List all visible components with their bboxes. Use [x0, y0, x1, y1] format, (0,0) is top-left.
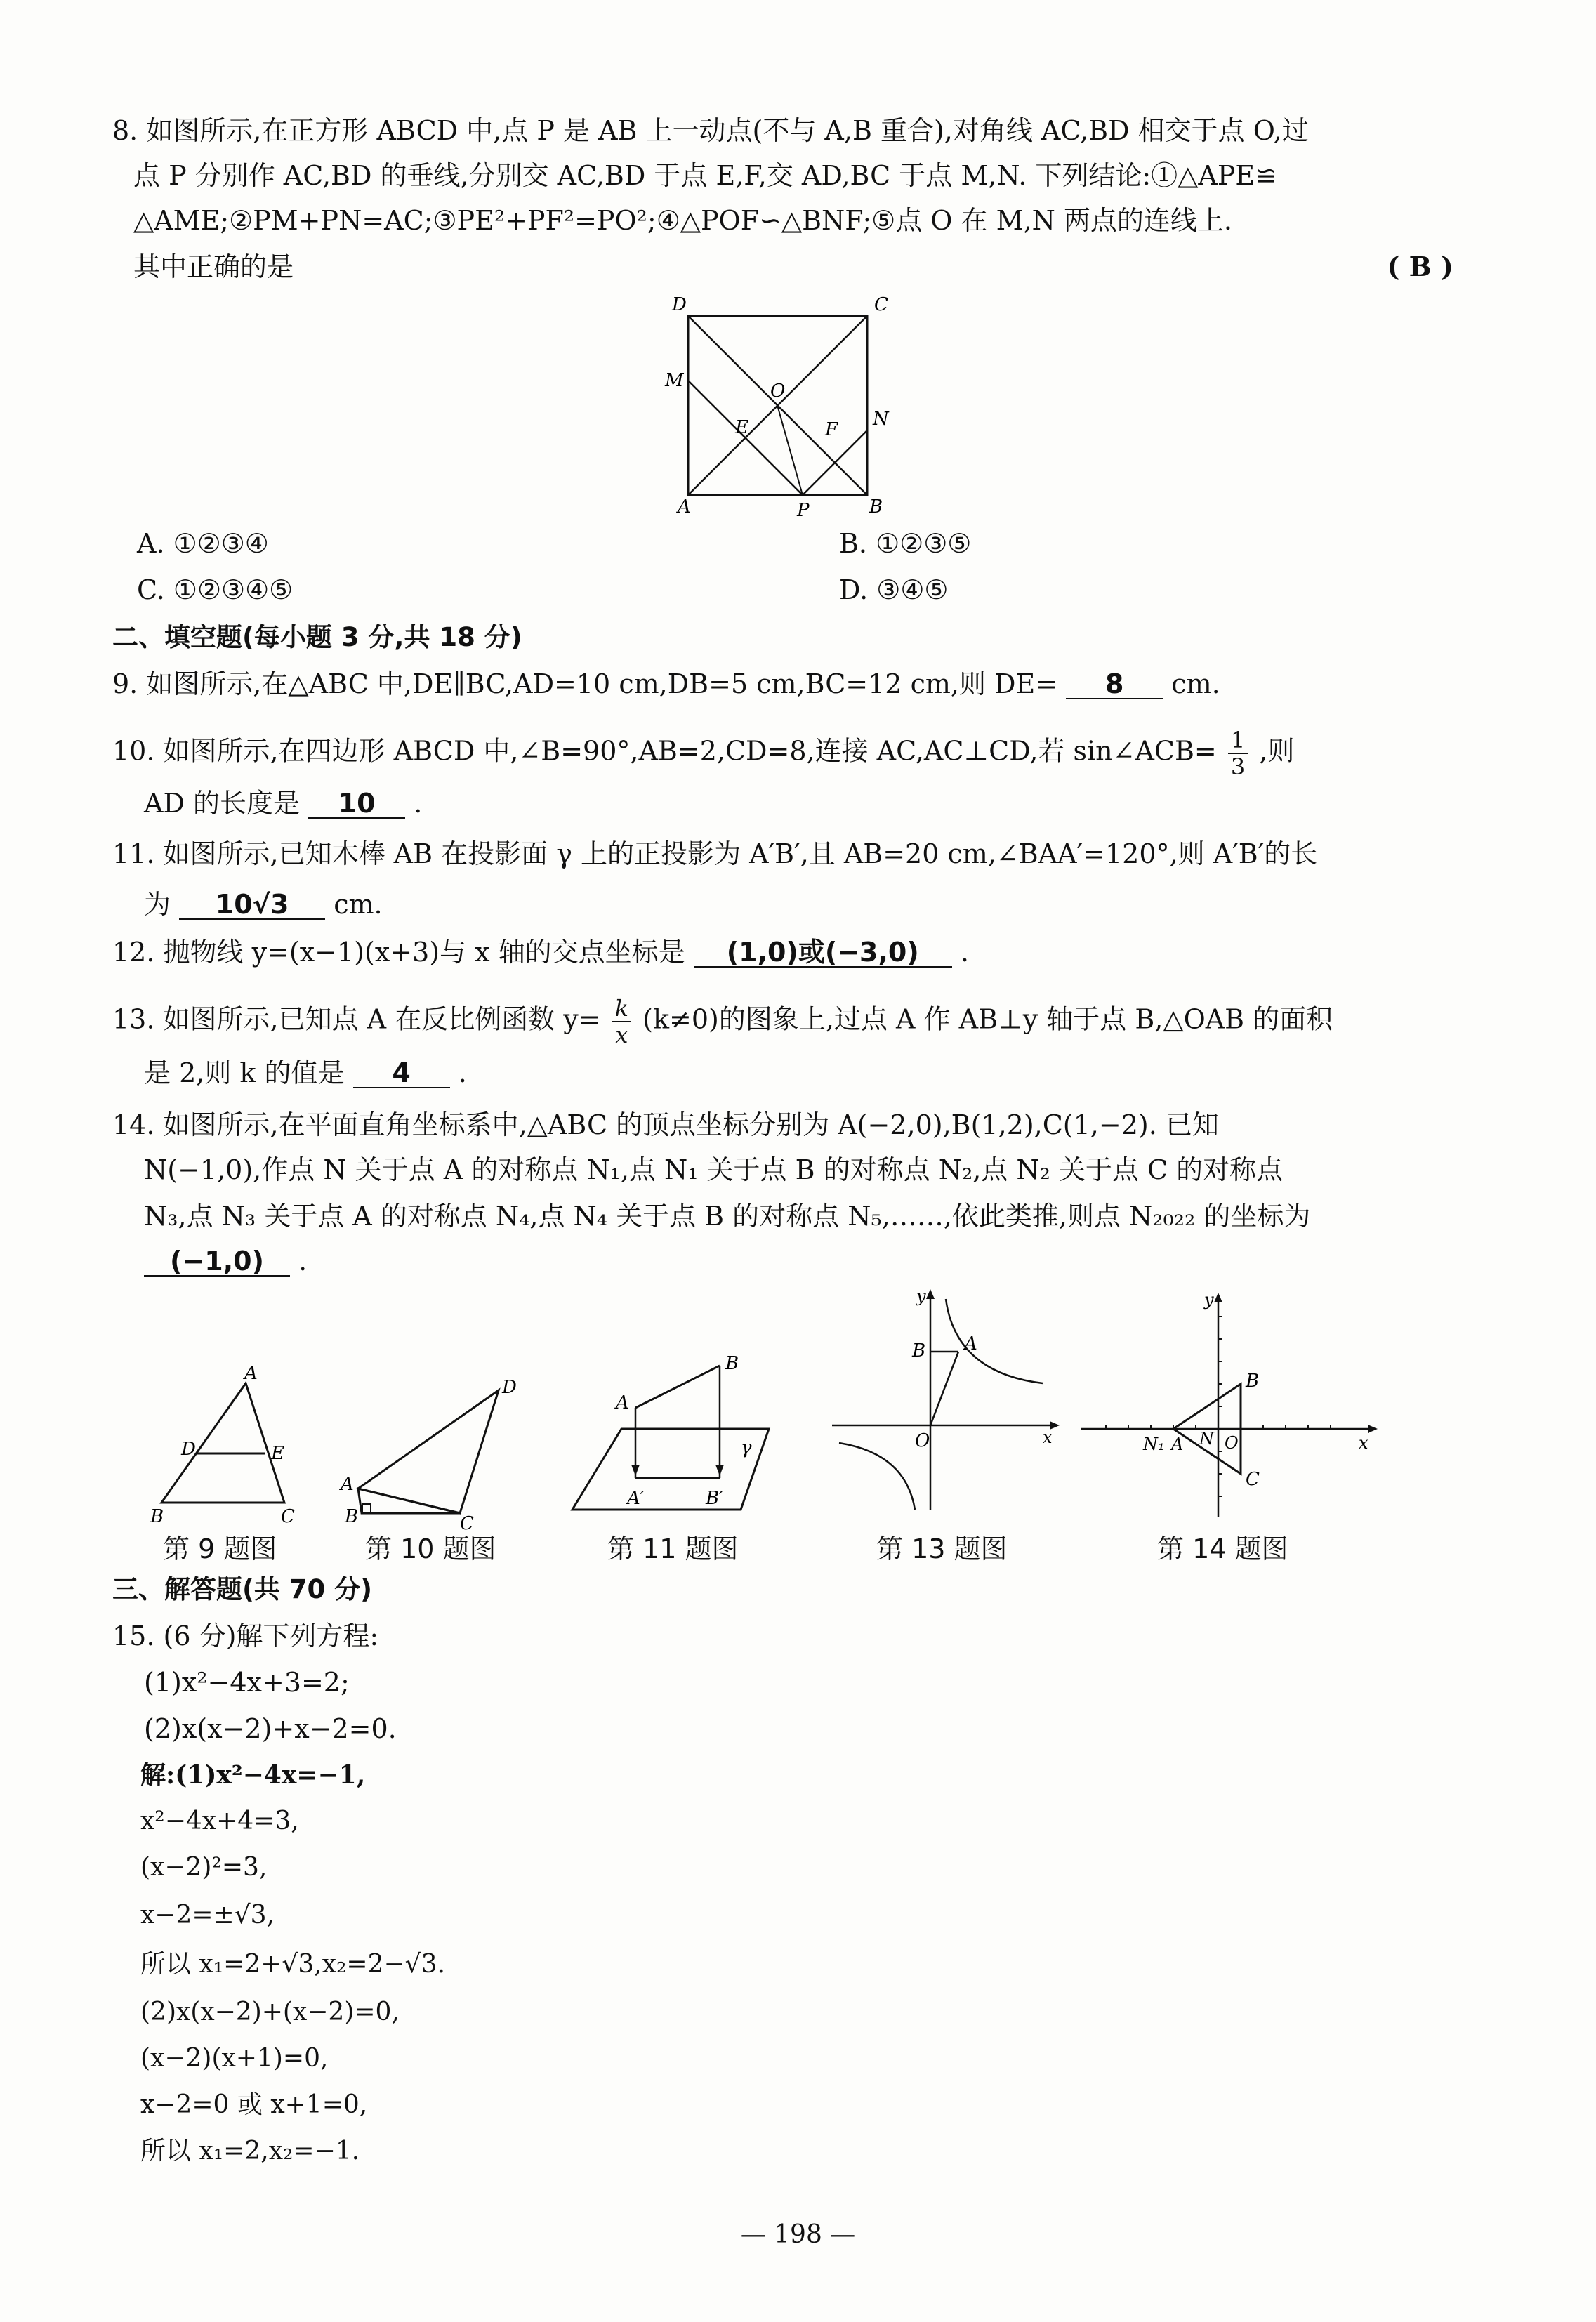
- q15-head: 15. (6 分)解下列方程:: [112, 1621, 379, 1651]
- fig14-label-x: x: [1359, 1433, 1369, 1453]
- q15-solution-line-7: (x−2)(x+1)=0,: [140, 2044, 329, 2073]
- q15-solution-line-9: 所以 x₁=2,x₂=−1.: [140, 2137, 360, 2165]
- q8-option-c: C. ①②③④⑤: [137, 574, 294, 605]
- q8-label-e: E: [735, 417, 748, 438]
- q8-label-m: M: [665, 370, 684, 391]
- caption-fig-13: 第 13 题图: [876, 1533, 1008, 1564]
- q13-suffix: .: [458, 1057, 467, 1088]
- q15-solution-line-5: 所以 x₁=2+√3,x₂=2−√3.: [140, 1950, 445, 1979]
- fig11-label-b-prime: B′: [706, 1488, 724, 1509]
- q15-solution-line-1: 解:(1)x²−4x=−1,: [140, 1760, 366, 1790]
- q14-suffix: .: [298, 1246, 308, 1277]
- fig13-y-arrow: [926, 1289, 935, 1299]
- fig10-triangle-acd: [358, 1390, 499, 1513]
- q15-eq-2: (2)x(x−2)+x−2=0.: [144, 1713, 397, 1744]
- fig13-label-b: B: [912, 1340, 926, 1361]
- q10-text-end: ,则: [1259, 735, 1295, 767]
- q8-figure: [657, 295, 895, 520]
- q8-label-o: O: [770, 381, 786, 402]
- q13-answer: 4: [353, 1059, 450, 1088]
- q8-line-3: △AME;②PM+PN=AC;③PE²+PF²=PO²;④△POF∽△BNF;⑤点 O 在 M,N 两点的连线上.: [133, 205, 1232, 236]
- caption-fig-10: 第 10 题图: [365, 1533, 496, 1564]
- q8-answer-bracket: ( B ): [1387, 251, 1453, 282]
- q13-line-1: [112, 996, 1432, 1048]
- q13-prompt: 是 2,则 k 的值是: [144, 1057, 345, 1088]
- q8-option-b: B. ①②③⑤: [839, 528, 972, 559]
- q13-frac-num: k: [612, 996, 631, 1022]
- figure-14: [1081, 1288, 1376, 1520]
- fig10-label-d: D: [502, 1377, 517, 1398]
- q11-answer: 10√3: [179, 890, 325, 920]
- fig14-label-y: y: [1204, 1290, 1214, 1310]
- q10-frac-num: 1: [1228, 727, 1248, 754]
- q15-solution-line-8: x−2=0 或 x+1=0,: [140, 2090, 368, 2119]
- fig14-y-arrow: [1214, 1293, 1222, 1302]
- fig10-label-a: A: [341, 1474, 354, 1495]
- fig11-label-b: B: [725, 1353, 739, 1374]
- caption-fig-11: 第 11 题图: [607, 1533, 739, 1564]
- fig11-plane: [572, 1429, 769, 1510]
- fig14-label-n1: N₁: [1143, 1434, 1165, 1454]
- caption-fig-9: 第 9 题图: [163, 1533, 277, 1564]
- q13-fraction: [612, 996, 631, 1048]
- q8-line-1: 8. 如图所示,在正方形 ABCD 中,点 P 是 AB 上一动点(不与 A,B 重合),对角线 AC,BD 相交于点 O,过: [112, 115, 1309, 146]
- fig14-label-n: N: [1199, 1429, 1214, 1449]
- q13-frac-den: x: [615, 1022, 628, 1048]
- fig9-triangle: [161, 1383, 284, 1503]
- q14-line-3: N₃,点 N₃ 关于点 A 的对称点 N₄,点 N₄ 关于点 B 的对称点 N₅,……,依此类推,则点 N₂₀₂₂ 的坐标为: [144, 1201, 1311, 1232]
- figure-10: [341, 1376, 523, 1534]
- q13-text-a: 13. 如图所示,已知点 A 在反比例函数 y=: [112, 1003, 601, 1035]
- q10-prompt: AD 的长度是: [144, 788, 300, 819]
- q11-prompt: 为: [144, 889, 171, 920]
- q9: [112, 667, 1432, 701]
- q8-label-b: B: [869, 496, 883, 517]
- fig14-label-c: C: [1246, 1469, 1260, 1490]
- fig14-label-o: O: [1225, 1433, 1239, 1453]
- q10-answer: 10: [308, 789, 405, 819]
- q11-line-2: [144, 888, 1464, 921]
- q8-line-4: [133, 250, 1453, 284]
- fig14-label-b: B: [1246, 1371, 1260, 1392]
- fig13-label-a: A: [964, 1333, 977, 1354]
- q10-text: 10. 如图所示,在四边形 ABCD 中,∠B=90°,AB=2,CD=8,连接 AC,AC⊥CD,若 sin∠ACB=: [112, 735, 1217, 767]
- fig10-right-angle: [362, 1504, 371, 1512]
- q8-option-d: D. ③④⑤: [839, 574, 949, 605]
- q11-suffix: cm.: [334, 889, 383, 920]
- q8-prompt: 其中正确的是: [133, 251, 294, 282]
- fig13-label-x: x: [1043, 1427, 1053, 1447]
- q13-line-2: [144, 1056, 1464, 1090]
- q14-line-1: 14. 如图所示,在平面直角坐标系中,△ABC 的顶点坐标分别为 A(−2,0),B(1,2),C(1,−2). 已知: [112, 1109, 1219, 1140]
- q9-suffix: cm.: [1171, 668, 1220, 699]
- q8-label-p: P: [797, 500, 810, 521]
- figure-11: [572, 1348, 783, 1517]
- fig13-curve-q3: [839, 1443, 915, 1510]
- fig13-label-o: O: [915, 1430, 930, 1451]
- fig13-label-y: y: [916, 1286, 926, 1306]
- q9-answer: 8: [1066, 670, 1163, 699]
- q15-solution-line-6: (2)x(x−2)+(x−2)=0,: [140, 1998, 400, 2026]
- section-2-title: 二、填空题(每小题 3 分,共 18 分): [112, 622, 522, 652]
- fig10-label-c: C: [460, 1513, 474, 1534]
- fig11-label-a-prime: A′: [627, 1488, 645, 1509]
- caption-fig-14: 第 14 题图: [1157, 1533, 1288, 1564]
- fig11-stick-ab: [635, 1366, 720, 1408]
- fig11-arrow-b: [715, 1465, 724, 1476]
- q10-fraction: [1228, 727, 1248, 779]
- fig9-label-a: A: [244, 1363, 258, 1384]
- q12-suffix: .: [960, 937, 969, 968]
- q8-label-c: C: [874, 294, 888, 315]
- fig11-arrow-a: [631, 1465, 640, 1476]
- fig11-label-a: A: [616, 1392, 629, 1413]
- q10-suffix: .: [414, 788, 423, 819]
- q12-answer: (1,0)或(−3,0): [694, 938, 952, 968]
- q8-label-a: A: [678, 496, 691, 517]
- fig13-curve-q1: [946, 1299, 1043, 1383]
- q10-line-2: [144, 786, 1464, 820]
- q14-line-2: N(−1,0),作点 N 关于点 A 的对称点 N₁,点 N₁ 关于点 B 的对称点 N₂,点 N₂ 关于点 C 的对称点: [144, 1154, 1284, 1185]
- section-3-title: 三、解答题(共 70 分): [112, 1574, 373, 1604]
- fig9-label-d: D: [181, 1439, 196, 1460]
- fig9-label-e: E: [271, 1443, 284, 1464]
- q12-text: 12. 抛物线 y=(x−1)(x+3)与 x 轴的交点坐标是: [112, 937, 685, 968]
- figure-9: [140, 1363, 309, 1527]
- fig14-x-arrow: [1368, 1425, 1378, 1433]
- fig14-label-a: A: [1171, 1434, 1184, 1454]
- q14-line-4: [144, 1244, 1464, 1278]
- q9-text: 9. 如图所示,在△ABC 中,DE∥BC,AD=10 cm,DB=5 cm,BC=12 cm,则 DE=: [112, 668, 1058, 699]
- q12: [112, 935, 1432, 969]
- q14-answer: (−1,0): [144, 1247, 290, 1277]
- q15-solution-line-2: x²−4x+4=3,: [140, 1807, 299, 1835]
- q8-label-d: D: [672, 294, 687, 315]
- q15-eq-1: (1)x²−4x+3=2;: [144, 1667, 350, 1698]
- q8-line-2: 点 P 分别作 AC,BD 的垂线,分别交 AC,BD 于点 E,F,交 AD,BC 于点 M,N. 下列结论:①△APE≌: [133, 160, 1277, 191]
- page-number: — 198 —: [740, 2220, 856, 2249]
- fig9-label-c: C: [281, 1506, 295, 1527]
- fig13-line-oa: [930, 1352, 958, 1425]
- figure-13: [825, 1285, 1064, 1517]
- q15-solution-line-3: (x−2)²=3,: [140, 1853, 268, 1882]
- q11-line-1: 11. 如图所示,已知木棒 AB 在投影面 γ 上的正投影为 A′B′,且 AB=20 cm,∠BAA′=120°,则 A′B′的长: [112, 838, 1318, 869]
- fig9-label-b: B: [150, 1506, 164, 1527]
- q8-option-a: A. ①②③④: [137, 528, 269, 559]
- q10-line-1: [112, 727, 1432, 779]
- q13-text-b: (k≠0)的图象上,过点 A 作 AB⊥y 轴于点 B,△OAB 的面积: [642, 1003, 1333, 1035]
- q8-label-n: N: [873, 409, 889, 430]
- q10-frac-den: 3: [1230, 753, 1246, 780]
- q15-solution-line-4: x−2=±√3,: [140, 1901, 275, 1929]
- q8-label-f: F: [825, 419, 838, 440]
- fig11-label-gamma: γ: [741, 1437, 752, 1458]
- fig10-label-b: B: [345, 1506, 359, 1527]
